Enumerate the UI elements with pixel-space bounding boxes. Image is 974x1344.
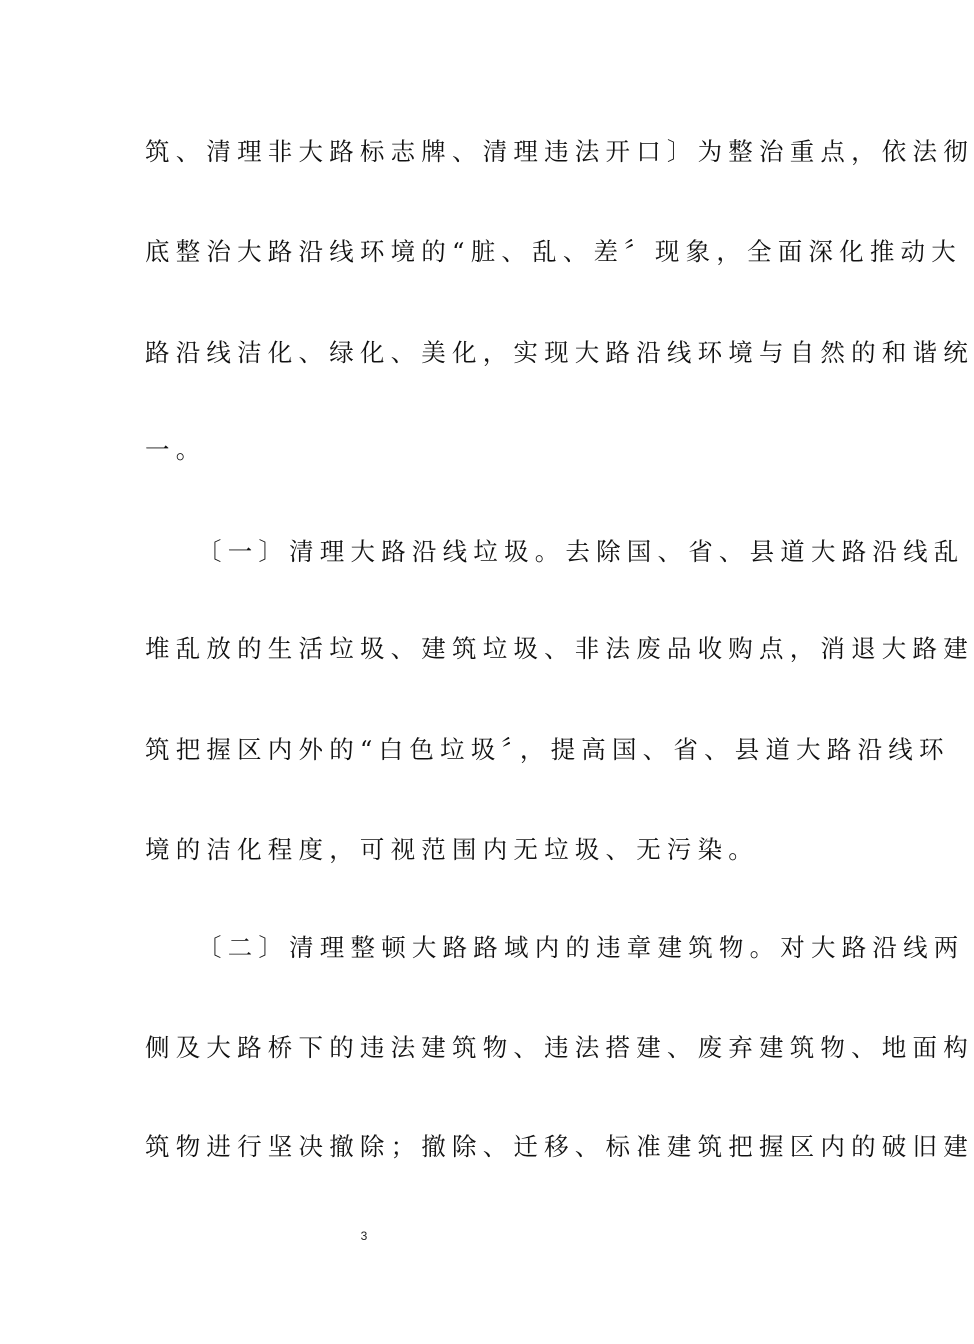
body-text-line: 筑把握区内外的“白色垃圾〞，提高国、省、县道大路沿线环 — [145, 735, 950, 764]
body-text-line: 侧及大路桥下的违法建筑物、违法搭建、废弃建筑物、地面构 — [145, 1033, 974, 1062]
page-number: 3 — [360, 1229, 368, 1243]
section-heading-line: 〔一〕清理大路沿线垃圾。去除国、省、县道大路沿线乱 — [197, 537, 965, 566]
section-heading-line: 〔二〕清理整顿大路路域内的违章建筑物。对大路沿线两 — [197, 933, 965, 962]
body-text-line: 堆乱放的生活垃圾、建筑垃圾、非法废品收购点，消退大路建 — [145, 634, 974, 663]
body-text-line: 筑、清理非大路标志牌、清理违法开口〕为整治重点，依法彻 — [145, 137, 974, 166]
body-text-line: 筑物进行坚决撤除；撤除、迁移、标准建筑把握区内的破旧建 — [145, 1132, 974, 1161]
body-text-line: 一。 — [145, 435, 207, 464]
body-text-line: 境的洁化程度，可视范围内无垃圾、无污染。 — [145, 835, 759, 864]
body-text-line: 底整治大路沿线环境的“脏、乱、差〞现象，全面深化推动大 — [145, 237, 962, 266]
body-text-line: 路沿线洁化、绿化、美化，实现大路沿线环境与自然的和谐统 — [145, 338, 974, 367]
